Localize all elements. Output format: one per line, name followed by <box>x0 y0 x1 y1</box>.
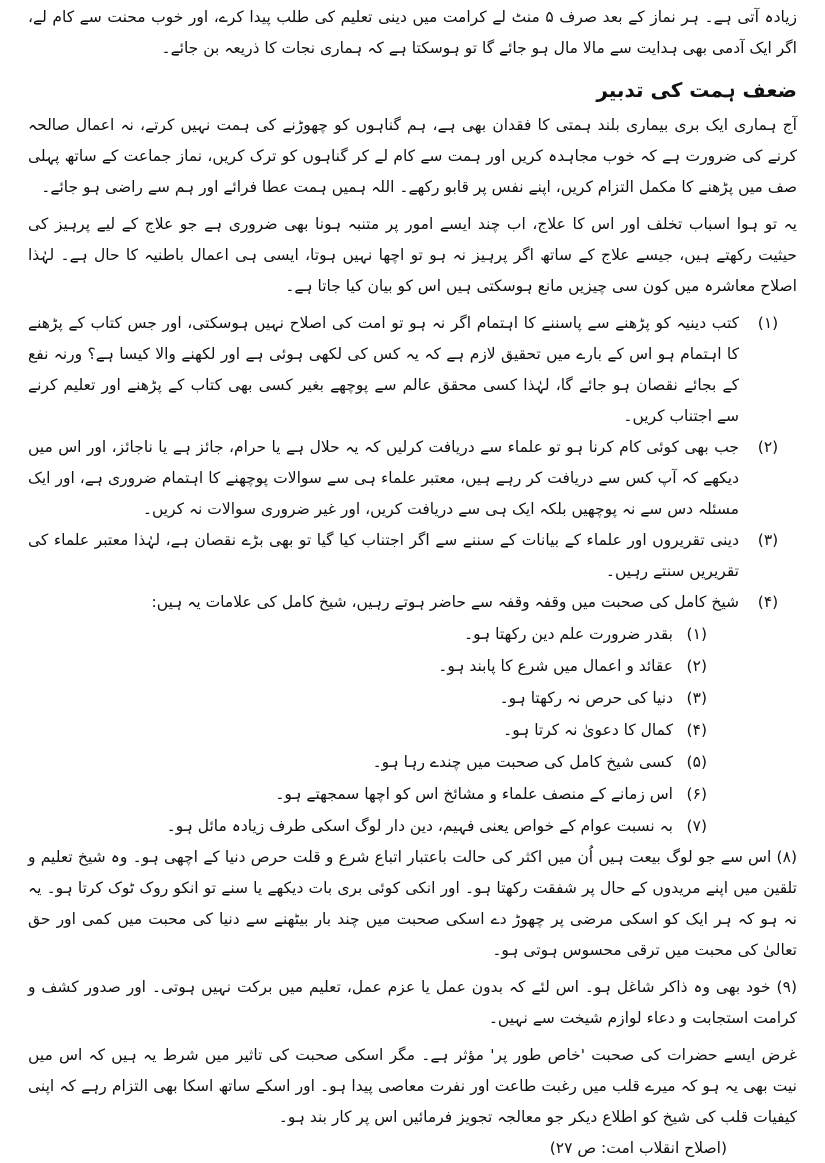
sign-number: (۳) <box>686 689 707 707</box>
sign-number: (۵) <box>686 753 707 771</box>
list-item-text: شیخ کامل کی صحبت میں وقفہ وقفہ سے حاضر ہوتے رہیں، شیخ کامل کی علامات یہ ہیں: <box>151 593 739 611</box>
sign-item-2 <box>28 650 797 682</box>
sign-text: عقائد و اعمال میں شرع کا پابند ہو۔ <box>438 657 673 675</box>
intro-paragraph: زیادہ آتی ہے۔ ہر نماز کے بعد صرف ۵ منٹ لے کرامت میں دینی تعلیم کی طلب پیدا کرے، اور خوب محنت سے کام لے، اگر ایک آدمی بھی ہدایت سے مالا مال ہو جائے گا تو ہوسکتا ہے کہ ہماری نجات کا ذریعہ بن جائے۔ <box>28 8 797 57</box>
list-item-2 <box>28 432 797 525</box>
list-item-number: (۴) <box>757 593 779 611</box>
sign-item-8 <box>28 842 797 966</box>
list-item-1 <box>28 308 797 432</box>
sign-number: (۸) <box>776 848 797 866</box>
sign-text: دنیا کی حرص نہ رکھتا ہو۔ <box>499 689 673 707</box>
conclusion-paragraph: غرض ایسے حضرات کی صحبت 'خاص طور پر' مؤثر ہے۔ مگر اسکی صحبت کی تاثیر میں شرط یہ ہیں کہ اس میں نیت بھی یہ ہو کہ میرے قلب میں رغبت طاعت اور نفرت معاصی پیدا ہو۔ اور اسکے ساتھ اسکا بھی التزام رہے کہ اپنی کیفیات قلب کی شیخ کو اطلاع دیکر جو معالجہ تجویز فرمائیں اس پر کار بند ہو۔ <box>28 1046 797 1126</box>
list-item-3 <box>28 525 797 587</box>
list-item-number: (۱) <box>757 314 779 332</box>
sign-text: بقدر ضرورت علم دین رکھتا ہو۔ <box>464 625 673 643</box>
sign-number: (۱) <box>686 625 707 643</box>
sign-item-9 <box>28 972 797 1034</box>
sign-number: (۹) <box>776 978 797 996</box>
paragraph-2: یہ تو ہوا اسباب تخلف اور اس کا علاج، اب چند ایسے امور پر متنبہ ہونا بھی ضروری ہے جو علاج کے لیے پرہیز کی حیثیت رکھتے ہیں، جیسے علاج کے ساتھ اگر پرہیز نہ ہو تو اچھا نہیں ہوتا، ایسی ہی اعمال باطنیہ کا حال ہے۔ لہٰذا اصلاح معاشرہ میں کون سی چیزیں مانع ہوسکتی ہیں اس کو بیان کیا جاتا ہے۔ <box>28 215 797 295</box>
sign-number: (۴) <box>686 721 707 739</box>
section-heading: ضعف ہمت کی تدبیر <box>596 78 797 102</box>
paragraph-1: آج ہماری ایک بری بیماری بلند ہمتی کا فقدان بھی ہے، ہم گناہوں کو چھوڑنے کی ہمت نہیں کرتے، نہ اعمال صالحہ کرنے کی ضرورت ہے کہ خوب مجاہدہ کریں اور ہمت سے کام لے کر گناہوں کو ترک کریں، نماز جماعت کے ساتھ پہلی صف میں پڑھنے کا مکمل التزام کریں، اپنے نفس پر قابو رکھے۔ اللہ ہمیں ہمت عطا فرائے اور ہم سے راضی ہو جائے۔ <box>28 116 797 196</box>
sign-item-5 <box>28 746 797 778</box>
sign-number: (۷) <box>686 817 707 835</box>
list-item-number: (۲) <box>757 438 779 456</box>
sign-text: خود بھی وہ ذاکر شاغل ہو۔ اس لئے کہ بدون عمل یا عزم عمل، تعلیم میں برکت نہیں ہوتی۔ اور صدور کشف و کرامت استجابت و دعاء لوازم شیخت سے نہیں۔ <box>28 978 797 1027</box>
list-item-text: کتب دینیہ کو پڑھنے سے پاسننے کا اہتمام اگر نہ ہو تو امت کی اصلاح نہیں ہوسکتی، اور جس کتاب کے پڑھنے کا اہتمام ہو اس کے بارے میں تحقیق لازم ہے کہ یہ کس کی لکھی ہوئی ہے اور لکھنے والا کیسا ہے؟ ورنہ نفع کے بجائے نقصان ہو جائے گا، لہٰذا کسی محقق عالم سے پوچھے بغیر کسی بھی کتاب کے پڑھنے اور تعلیم کرنے سے اجتناب کریں۔ <box>28 314 739 425</box>
sign-text: اس زمانے کے منصف علماء و مشائخ اس کو اچھا سمجھتے ہو۔ <box>275 785 673 803</box>
sign-text: کسی شیخ کامل کی صحبت میں چندے رہا ہو۔ <box>372 753 673 771</box>
list-item-4 <box>28 587 797 618</box>
source-reference: (اصلاح انقلاب امت: ص ۲۷) <box>549 1139 727 1157</box>
sign-text: اس سے جو لوگ بیعت ہیں اُن میں اکثر کی حالت باعتبار اتباع شرع و قلت حرص دنیا کے اچھی ہو۔ وہ شیخ تعلیم و تلقین میں اپنے مریدوں کے حال پر شفقت رکھتا ہو۔ اور انکی کوئی بری بات دیکھے یا سنے تو انکو روک ٹوک کرتا ہو۔ یہ نہ ہو کہ ہر ایک کو اسکی مرضی پر چھوڑ دے اسکی صحبت میں چند بار بیٹھنے سے دنیا کی محبت میں کمی اور حق تعالیٰ کی محبت میں ترقی محسوس ہوتی ہو۔ <box>28 848 797 959</box>
sign-item-7 <box>28 810 797 842</box>
sign-item-6 <box>28 778 797 810</box>
sign-item-1 <box>28 618 797 650</box>
sign-text: بہ نسبت عوام کے خواص یعنی فہیم، دین دار لوگ اسکی طرف زیادہ مائل ہو۔ <box>166 817 673 835</box>
sign-item-4 <box>28 714 797 746</box>
sign-number: (۲) <box>686 657 707 675</box>
list-item-text: دینی تقریروں اور علماء کے بیانات کے سننے سے اگر اجتناب کیا گیا تو بھی بڑے نقصان ہے، لہٰذا معتبر علماء کی تقریریں سنتے رہیں۔ <box>28 531 739 580</box>
sign-number: (۶) <box>686 785 707 803</box>
sign-text: کمال کا دعویٰ نہ کرتا ہو۔ <box>503 721 673 739</box>
list-item-text: جب بھی کوئی کام کرنا ہو تو علماء سے دریافت کرلیں کہ یہ حلال ہے یا حرام، جائز ہے یا ناجائز، اور اس میں دیکھے کہ آپ کس سے دریافت کر رہے ہیں، معتبر علماء ہی سے سوالات پوچھنے کا اہتمام ضروری ہے، اور ایک مسئلہ دس سے نہ پوچھیں بلکہ ایک ہی سے دریافت کریں، اور غیر ضروری سوالات نہ کریں۔ <box>28 438 739 518</box>
list-item-number: (۳) <box>757 531 779 549</box>
sign-item-3 <box>28 682 797 714</box>
